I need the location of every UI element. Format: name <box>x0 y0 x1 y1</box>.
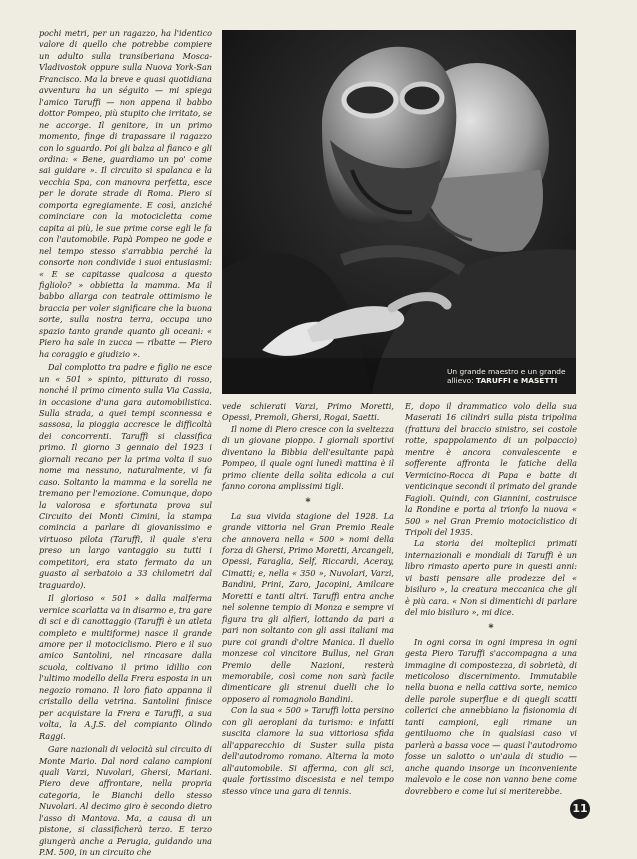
caption-line-2 <box>447 376 575 385</box>
right-paragraph-3: In ogni corsa in ogni impresa in ogni gesta Piero Taruffi s'accompagna a una immagine di compostezza, di sobrietà, di meticoloso discernimento. Immutabile nella buona e nella cattiva sorte, nemico delle parole superflue e di quegli scatti collerici che annebbiano la fisionomia di tanti campioni, egli rimane un gentiluomo che in qualsiasi caso vi parlerà a bassa voce — quasi l'autodromo fosse un salotto o un'aula di studio — anche quando insorge un inconveniente malevolo e le cose non vanno bene come dovrebbero e come lui si meriterebbe. <box>405 636 577 796</box>
middle-paragraph-3: La sua vivida stagione del 1928. La grande vittoria nel Gran Premio Reale che annovera nella « 500 » nomi della forza di Ghersi, Primo Moretti, Arcangeli, Opessi, Faraglia, Self, Riccardi, Aceray, Cimatti; e, nella « 350 », Nuvolari, Varzi, Bandini, Prini, Zaro, Jacopini, Amilcare Moretti e tanti altri. Taruffi entra anche nel solenne tempio di Monza e sempre vi figura tra gli alfieri, lottando da pari a pari non soltanto con gli assi italiani ma pure coi grandi d'oltre Manica. Il duello monzese col vincitore Bullus, nel Gran Premio delle Nazioni, resterà memorabile, così come non sarà facile dimenticare gli strenui duelli che lo opposero al romagnolo Bandini. <box>222 510 394 704</box>
page-number: 11 <box>570 799 590 819</box>
section-separator: * <box>488 622 494 634</box>
caption-names: TARUFFI e MASETTI <box>475 376 558 386</box>
middle-column <box>222 401 394 797</box>
right-paragraph-1: E, dopo il drammatico volo della sua Maserati 16 cilindri sulla pista tripolina (frattura del braccio sinistro, sei costole rotte, spappolamento di un polpaccio) mentre è ancora convalescente e sofferente affronta le fatiche della Vermicino-Rocca di Papa e batte di venticinque secondi il primato del grande Fagioli. Quindi, con Giannini, costruisce la Rondine e porta al trionfo la nuova « 500 » nel Gran Premio motociclistico di Tripoli del 1935. <box>405 401 577 537</box>
left-paragraph-4: Gare nazionali di velocità sul circuito di Monte Mario. Dal nord calano campioni quali Varzi, Nuvolari, Ghersi, Mariani. Piero deve affrontare, nella propria categoria, le Bianchi dello stesso Nuvolari. Al decimo giro è secondo dietro l'asso di Mantova. Ma, a causa di un pistone, si classificherà terzo. E terzo giungerà anche a Perugia, guidando una P.M. 500, in un circuito che <box>39 744 212 858</box>
caption-prefix: allievo: <box>447 376 474 386</box>
middle-paragraph-2: Il nome di Piero cresce con la sveltezza di un giovane pioppo. I giornali sportivi diventano la Bibbia dell'esultante papà Pompeo, il quale ogni lunedì mattina è il primo cliente della solita edicola a cui fanno corona amplissimi tigli. <box>222 423 394 492</box>
left-paragraph-2: Dal complotto tra padre e figlio ne esce un « 501 » spinto, pitturato di rosso, nonché il primo cimento sulla Via Cassia, in occasione d'una gara automobilistica. Sulla strada, a quei tempi sconnessa e sassosa, la pioggia accresce le difficoltà dei concorrenti. Taruffi si classifica primo. Il giorno 3 gennaio del 1923 i giornali recano per la prima volta il suo nome ma nessuno, naturalmente, vi fa caso. Soltanto la mamma e la sorella ne tremano per l'emozione. Comunque, dopo la valorosa e sfortunata prova sul Circuito dei Monti Cimini, la stampa comincia a parlare di giovanissimo e virtuoso pilota (Taruffi, il quale s'era preso un largo vantaggio su tutti i competitori, era stato fermato da un guasto al serbatoio a 33 chilometri dal traguardo). <box>39 362 212 590</box>
right-paragraph-2: La storia dei molteplici primati internazionali e mondiali di Taruffi è un libro rimasto aperto pure in questi anni: vi basti pensare alle prodezze del « bisiluro », la creatura meccanica che gli è più cara. « Non si dimentichi di parlare del mio bisiluro », mi dice. <box>405 538 577 618</box>
left-column <box>39 28 212 859</box>
photo-image <box>222 30 576 394</box>
caption-line-1: Un grande maestro e un grande <box>447 367 566 376</box>
right-column <box>405 401 577 797</box>
left-paragraph-3: Il glorioso « 501 » dalla malferma vernice scarlatta va in disarmo e, tra gare di sci e di canottaggio (Taruffi è un atleta completo e multiforme) nasce il grande amore per il motociclismo. Piero e il suo amico Santolini, nel rincasare dalla scuola, coltivano il primo idillio con l'ultimo modello della Frera esposta in un negozio romano. Il loro fiato appanna il cristallo della vetrina. Santolini finisce per acquistare la Frera e Taruffi, a sua volta, la A.J.S. del compianto Olindo Raggi. <box>39 593 212 741</box>
left-paragraph-1: pochi metri, per un ragazzo, ha l'identico valore di quello che potrebbe compiere un adulto sulla transiberiana Mosca-Vladivostok oppure sulla Nuova York-San Francisco. Ma la breve e quasi quotidiana avventura ha un séguito — mi spiega l'amico Taruffi — non appena il babbo dottor Pompeo, più stupito che irritato, se ne accorge. Il genitore, in un primo momento, finge di trapassare il ragazzo con lo sguardo. Poi gli balza al fianco e gli ordina: « Bene, guardiamo un po' come sai guidare ». Il circuito si spalanca e la vecchia Spa, con manovra perfetta, esce per le dorate strade di Roma. Piero si comporta egregiamente. E così, anziché cominciare con la motocicletta come capita ai più, le sue prime corse egli le fa con l'automobile. Papà Pompeo ne gode e nel tempo stesso s'arrabbia perché la consorte non condivide i suoi entusiasmi: « E se capitasse qualcosa a questo figliolo? » obbietta la mamma. Ma il babbo allarga con teatrale ottimismo le braccia per voler significare che la buona sorte, sulla nostra terra, occupa uno spazio tanto grande quanto gli oceani: « Piero ha sale in zucca — ribatte — Piero ha coraggio e giudizio ». <box>39 28 212 359</box>
section-separator: * <box>305 496 311 508</box>
middle-paragraph-1: vede schierati Varzi, Primo Moretti, Opessi, Premoli, Ghersi, Rogai, Saetti. <box>222 401 394 423</box>
middle-paragraph-4: Con la sua « 500 » Taruffi lotta persino con gli aeroplani da turismo: e infatti suscita clamore la sua vittoriosa sfida all'apparecchio di Suster sulla pista dell'autodromo romano. Alterna la moto all'automobile. Si afferma, con gli sci, quale fortissimo discesista e nel tempo stesso vince una gara di tennis. <box>222 705 394 796</box>
photo-taruffi-masetti <box>222 30 576 394</box>
photo-caption <box>447 367 575 386</box>
